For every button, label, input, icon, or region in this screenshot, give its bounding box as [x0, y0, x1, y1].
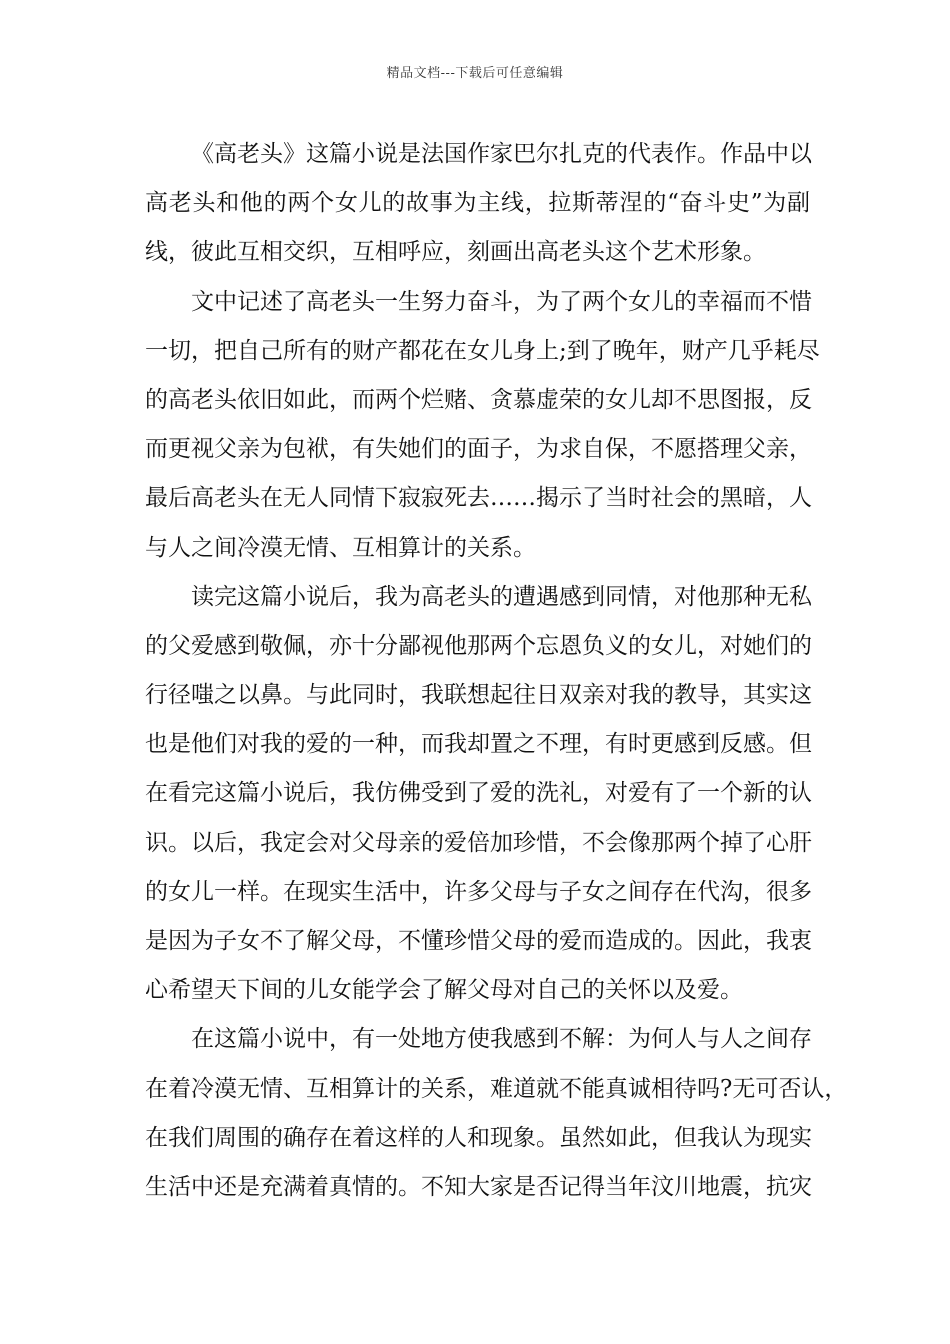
text-line: 而更视父亲为包袱，有失她们的面子，为求自保，不愿搭理父亲， [145, 436, 812, 463]
paragraph [145, 130, 810, 278]
text-line: 在看完这篇小说后，我仿佛受到了爱的洗礼，对爱有了一个新的认 [145, 780, 812, 807]
text-line: 心希望天下间的儿女能学会了解父母对自己的关怀以及爱。 [145, 977, 743, 1004]
text-line: 读完这篇小说后，我为高老头的遭遇感到同情，对他那种无私 [191, 583, 812, 610]
text-line: 线，彼此互相交织，互相呼应，刻画出高老头这个艺术形象。 [145, 239, 766, 266]
text-line: 最后高老头在无人同情下寂寂死去……揭示了当时社会的黑暗，人 [145, 485, 812, 512]
text-line: 高老头和他的两个女儿的故事为主线，拉斯蒂涅的“奋斗史”为副 [145, 190, 810, 217]
text-line: 行径嗤之以鼻。与此同时，我联想起往日双亲对我的教导，其实这 [145, 682, 812, 709]
text-line: 生活中还是充满着真情的。不知大家是否记得当年汶川地震，抗灾 [145, 1173, 812, 1200]
text-line: 文中记述了高老头一生努力奋斗，为了两个女儿的幸福而不惜 [191, 288, 812, 315]
page-header: 精品文档---下载后可任意编辑 [386, 66, 564, 81]
text-line: 的高老头依旧如此，而两个烂赌、贪慕虚荣的女儿却不思图报，反 [145, 386, 812, 413]
text-line: 识。以后，我定会对父母亲的爱倍加珍惜，不会像那两个掉了心肝 [145, 829, 812, 856]
text-line: 的女儿一样。在现实生活中，许多父母与子女之间存在代沟，很多 [145, 878, 812, 905]
text-line: 在着冷漠无情、互相算计的关系，难道就不能真诚相待吗?无可否认， [145, 1075, 848, 1102]
text-line: 在这篇小说中，有一处地方使我感到不解：为何人与人之间存 [191, 1026, 812, 1053]
paragraph [145, 573, 810, 1016]
paragraph [145, 1015, 848, 1212]
text-line: 《高老头》这篇小说是法国作家巴尔扎克的代表作。作品中以 [191, 141, 812, 167]
paragraph [145, 278, 820, 573]
text-line: 在我们周围的确存在着这样的人和现象。虽然如此，但我认为现实 [145, 1124, 812, 1151]
text-line: 是因为子女不了解父母，不懂珍惜父母的爱而造成的。因此，我衷 [145, 928, 812, 954]
text-line: 的父爱感到敬佩，亦十分鄙视他那两个忘恩负义的女儿，对她们的 [145, 632, 812, 659]
text-line: 也是他们对我的爱的一种，而我却置之不理，有时更感到反感。但 [145, 731, 812, 758]
text-line: 与人之间冷漠无情、互相算计的关系。 [145, 534, 536, 561]
document-body [145, 130, 848, 1212]
text-line: 一切，把自己所有的财产都花在女儿身上;到了晚年，财产几乎耗尽 [145, 337, 820, 364]
